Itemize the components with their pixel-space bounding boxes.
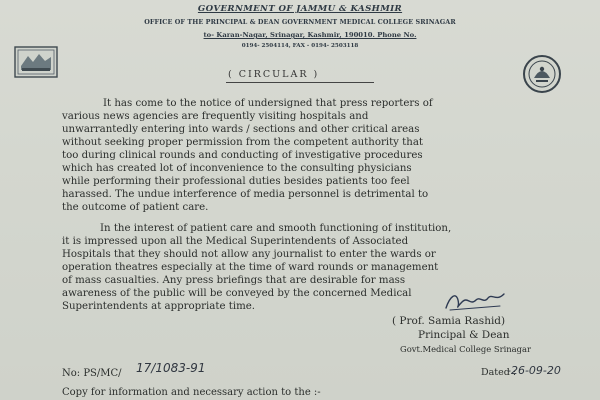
- office-heading: OFFICE OF THE PRINCIPAL & DEAN GOVERNMENT MEDICAL COLLEGE SRINAGAR: [144, 18, 456, 26]
- paragraph-1-line: unwarrantedly entering into wards / sections and other critical areas: [62, 124, 420, 135]
- signatory-name: ( Prof. Samia Rashid): [392, 315, 506, 327]
- paragraph-1-line: which has created lot of inconvenience to the consulting physicians: [62, 163, 412, 174]
- state-emblem-icon: [522, 54, 562, 94]
- title-underline: [226, 82, 374, 83]
- paragraph-2-line: In the interest of patient care and smooth functioning of institution,: [100, 223, 452, 234]
- paragraph-1-line: while performing their professional duties besides patients too feel: [62, 176, 410, 187]
- copy-to-line: Copy for information and necessary action to the :-: [62, 387, 321, 398]
- paragraph-1-line: too during clinical rounds and conducting of investigative procedures: [62, 150, 423, 161]
- paragraph-2-line: of mass casualties. Any press briefings that are desirable for mass: [62, 275, 406, 286]
- paragraph-1-line: various news agencies are frequently visiting hospitals and: [62, 111, 369, 122]
- paragraph-1-line: without seeking proper permission from the competent authority that: [62, 137, 423, 148]
- paragraph-1-line: the outcome of patient care.: [62, 202, 209, 213]
- signatory-designation: Principal & Dean: [418, 329, 510, 341]
- signatory-organization: Govt.Medical College Srinagar: [400, 344, 531, 354]
- paragraph-1-line: harassed. The undue interference of media personnel is detrimental to: [62, 189, 429, 200]
- reference-number: 17/1083-91: [136, 361, 206, 375]
- paragraph-2-line: it is impressed upon all the Medical Superintendents of Associated: [62, 236, 409, 247]
- paragraph-2-line: awareness of the public will be conveyed by the concerned Medical: [62, 288, 412, 299]
- college-logo-icon: [14, 46, 58, 78]
- paragraph-2-line: Hospitals that they should not allow any journalist to enter the wards or: [62, 249, 436, 260]
- paragraph-2-line: Superintendents at appropriate time.: [62, 301, 256, 312]
- dated-label: Dated :: [481, 367, 517, 378]
- circular-title: ( CIRCULAR ): [228, 69, 320, 80]
- reference-label: No: PS/MC/: [62, 368, 122, 379]
- signature-scribble-icon: [440, 288, 510, 314]
- dated-value: -26-09-20: [507, 364, 561, 377]
- phone-fax-line: 0194- 2504114, FAX - 0194- 2503118: [241, 43, 359, 49]
- address-line: to- Karan-Nagar, Srinagar, Kashmir, 190010. Phone No.: [203, 31, 417, 39]
- paragraph-1-line: It has come to the notice of undersigned that press reporters of: [103, 98, 433, 109]
- paragraph-2-line: operation theatres especially at the time of ward rounds or management: [62, 262, 439, 273]
- government-heading: GOVERNMENT OF JAMMU & KASHMIR: [197, 4, 403, 14]
